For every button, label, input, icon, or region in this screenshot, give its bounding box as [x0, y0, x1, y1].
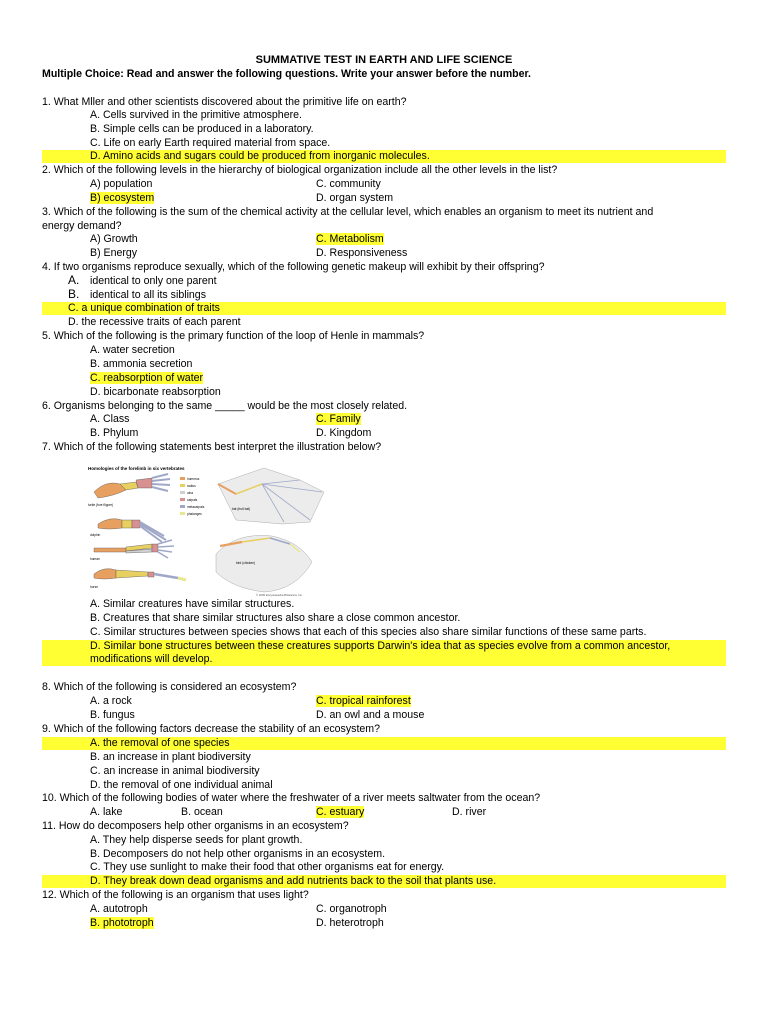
q7-choice-d-cont: modifications will develop.	[90, 653, 213, 665]
label-bird: bird (chicken)	[236, 561, 256, 565]
label-human: human	[90, 557, 100, 561]
question-1: 1. What Mller and other scientists discovered about the primitive life on earth?	[42, 96, 407, 108]
q5-choice-c	[90, 372, 203, 385]
q12-choice-a: A. autotroph	[90, 903, 148, 915]
q1-choice-a: A. Cells survived in the primitive atmosphere.	[90, 109, 302, 121]
dolphin-limb	[90, 519, 166, 542]
answer-highlight: C. Family	[316, 413, 361, 425]
question-5: 5. Which of the following is the primary function of the loop of Henle in mammals?	[42, 330, 425, 342]
q6-choice-d: D. Kingdom	[316, 427, 372, 439]
q4-choice-b: identical to all its siblings	[90, 289, 206, 301]
q8-choice-b: B. fungus	[90, 709, 135, 721]
q3-choice-b: B) Energy	[90, 247, 138, 259]
legend-swatch	[180, 491, 185, 494]
q4-choice-c: C. a unique combination of traits	[68, 302, 220, 314]
q4-choice-d: D. the recessive traits of each parent	[68, 316, 241, 328]
q1-choice-c: C. Life on early Earth required material from space.	[90, 137, 331, 149]
question-2: 2. Which of the following levels in the hierarchy of biological organization include all the other levels in the list?	[42, 164, 558, 176]
horse-limb	[90, 569, 186, 589]
label-turtle: turtle (fore flipper)	[88, 503, 114, 507]
human-limb	[90, 540, 174, 561]
q10-choice-b: B. ocean	[181, 806, 223, 818]
question-6: 6. Organisms belonging to the same _____ would be the most closely related.	[42, 400, 408, 412]
q11-choice-a: A. They help disperse seeds for plant growth.	[90, 834, 303, 846]
legend-phalanges: phalanges	[187, 512, 202, 516]
q9-choice-d: D. the removal of one individual animal	[90, 779, 273, 791]
label-bat: bat (fruit bat)	[232, 507, 251, 511]
question-3: 3. Which of the following is the sum of the chemical activity at the cellular level, which enables an organism to meet its nutrient and	[42, 206, 654, 218]
page-title: SUMMATIVE TEST IN EARTH AND LIFE SCIENCE	[255, 54, 513, 66]
legend-radius: radius	[187, 484, 196, 488]
question-7: 7. Which of the following statements best interpret the illustration below?	[42, 441, 382, 453]
q4-choice-a: identical to only one parent	[90, 275, 217, 287]
q2-choice-b	[90, 192, 154, 205]
figure-title: Homologies of the forelimb in six vertebrates	[88, 466, 185, 471]
forelimb-homology-figure	[86, 462, 326, 598]
label-horse: horse	[90, 585, 98, 589]
answer-highlight: C. estuary	[316, 806, 365, 818]
q11-choice-b: B. Decomposers do not help other organisms in an ecosystem.	[90, 848, 386, 860]
figure-legend	[180, 477, 205, 516]
q5-choice-a: A. water secretion	[90, 344, 175, 356]
legend-swatch	[180, 484, 185, 487]
question-10: 10. Which of the following bodies of water where the freshwater of a river meets saltwater from the ocean?	[42, 792, 541, 804]
q3-choice-a: A) Growth	[90, 233, 138, 245]
q9-choice-b: B. an increase in plant biodiversity	[90, 751, 251, 763]
q7-choice-a: A. Similar creatures have similar structures.	[90, 598, 295, 610]
q9-choice-a: A. the removal of one species	[90, 737, 230, 749]
q10-choice-a: A. lake	[90, 806, 123, 818]
q10-choice-d: D. river	[452, 806, 487, 818]
question-11: 11. How do decomposers help other organisms in an ecosystem?	[42, 820, 349, 832]
instructions: Multiple Choice: Read and answer the following questions. Write your answer before the number.	[42, 68, 531, 80]
q6-choice-b: B. Phylum	[90, 427, 139, 439]
q12-choice-c: C. organotroph	[316, 903, 387, 915]
answer-highlight: C. Metabolism	[316, 233, 384, 245]
q5-choice-b: B. ammonia secretion	[90, 358, 193, 370]
q4-letter-a: A.	[68, 273, 80, 287]
legend-swatch	[180, 505, 185, 508]
q11-choice-d: D. They break down dead organisms and add nutrients back to the soil that plants use.	[90, 875, 497, 887]
question-3-cont: energy demand?	[42, 220, 122, 232]
answer-highlight: B) ecosystem	[90, 192, 155, 204]
legend-swatch	[180, 477, 185, 480]
legend-metacarpals: metacarpals	[187, 505, 205, 509]
q7-choice-c: C. Similar structures between species shows that each of this species also share similar functions of these same parts.	[90, 626, 647, 638]
question-9: 9. Which of the following factors decrease the stability of an ecosystem?	[42, 723, 380, 735]
q2-choice-d: D. organ system	[316, 192, 394, 204]
q12-choice-d: D. heterotroph	[316, 917, 384, 929]
q1-choice-b: B. Simple cells can be produced in a laboratory.	[90, 123, 314, 135]
q1-choice-d: D. Amino acids and sugars could be produced from inorganic molecules.	[90, 150, 430, 162]
q2-choice-a: A) population	[90, 178, 153, 190]
q7-choice-d: D. Similar bone structures between these creatures supports Darwin's idea that as species evolve from a common ancestor,	[90, 640, 671, 652]
legend-carpals: carpals	[187, 498, 198, 502]
question-4: 4. If two organisms reproduce sexually, which of the following genetic makeup will exhibit by their offspring?	[42, 261, 545, 273]
q4-letter-b: B.	[68, 287, 80, 301]
bird-wing	[216, 535, 312, 592]
legend-humerus: humerus	[187, 477, 200, 481]
legend-swatch	[180, 498, 185, 501]
q3-choice-d: D. Responsiveness	[316, 247, 408, 259]
q8-choice-c	[316, 695, 411, 708]
legend-ulna: ulna	[187, 491, 194, 495]
turtle-limb	[88, 474, 170, 507]
label-dolphin: dolphin	[90, 533, 101, 537]
q9-choice-c: C. an increase in animal biodiversity	[90, 765, 260, 777]
bat-wing	[218, 468, 324, 524]
q7-choice-b: B. Creatures that share similar structures also share a close common ancestor.	[90, 612, 461, 624]
q2-choice-c: C. community	[316, 178, 381, 190]
q12-choice-b	[90, 917, 154, 930]
q10-choice-c	[316, 806, 364, 819]
question-8: 8. Which of the following is considered an ecosystem?	[42, 681, 297, 693]
q6-choice-c	[316, 413, 361, 426]
answer-highlight: B. phototroph	[90, 917, 154, 929]
legend-swatch	[180, 512, 185, 515]
answer-highlight: C. tropical rainforest	[316, 695, 411, 707]
q8-choice-a: A. a rock	[90, 695, 132, 707]
q11-choice-c: C. They use sunlight to make their food that other organisms eat for energy.	[90, 861, 445, 873]
q5-choice-d: D. bicarbonate reabsorption	[90, 386, 221, 398]
q6-choice-a: A. Class	[90, 413, 130, 425]
answer-highlight: C. reabsorption of water	[90, 372, 204, 384]
figure-credit: © 2005 Encyclopædia Britannica, Inc.	[256, 593, 303, 597]
question-12: 12. Which of the following is an organism that uses light?	[42, 889, 309, 901]
q3-choice-c	[316, 233, 384, 246]
q8-choice-d: D. an owl and a mouse	[316, 709, 425, 721]
